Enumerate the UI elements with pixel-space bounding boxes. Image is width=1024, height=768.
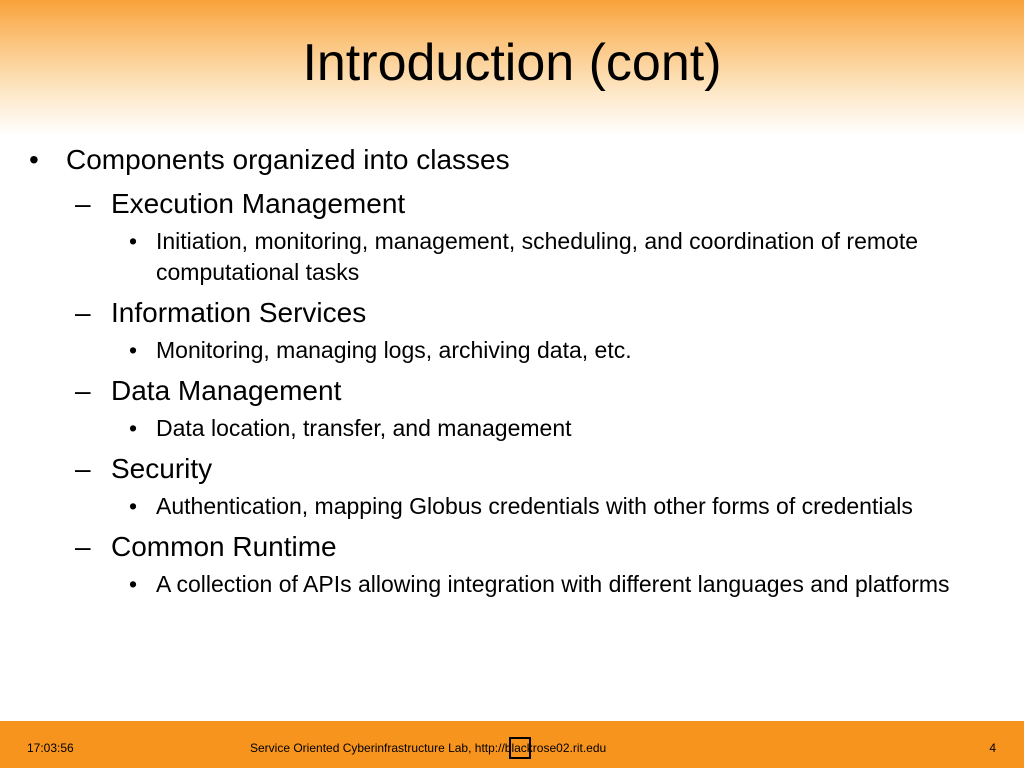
section-heading-text: Execution Management <box>111 188 406 219</box>
section-detail-common-runtime <box>129 569 984 600</box>
section-detail-execution-management <box>129 226 984 288</box>
section-detail-security <box>129 491 984 522</box>
bullet-glyph: • <box>129 415 138 441</box>
section-detail-text: Authentication, mapping Globus credentials with other forms of credentials <box>156 493 913 519</box>
bullet-glyph: • <box>129 228 138 254</box>
dash-glyph: – <box>75 531 91 562</box>
section-detail-text: Data location, transfer, and management <box>156 415 572 441</box>
slide-footer <box>0 721 1024 768</box>
section-heading-text: Security <box>111 453 213 484</box>
section-heading-execution-management <box>75 187 1024 221</box>
section-heading-information-services <box>75 296 1024 330</box>
section-heading-data-management <box>75 374 1024 408</box>
section-heading-common-runtime <box>75 530 1024 564</box>
bullet-glyph: • <box>129 493 138 519</box>
footer-lab-text: Service Oriented Cyberinfrastructure Lab, http://blackrose02.rit.edu <box>250 741 607 755</box>
bullet-glyph: • <box>29 144 39 175</box>
dash-glyph: – <box>75 297 91 328</box>
dash-glyph: – <box>75 188 91 219</box>
bullet-glyph: • <box>129 337 138 363</box>
main-bullet <box>29 141 1024 179</box>
slide-content <box>0 141 1024 600</box>
bullet-glyph: • <box>129 571 138 597</box>
section-heading-text: Common Runtime <box>111 531 337 562</box>
main-bullet-text: Components organized into classes <box>66 144 510 175</box>
section-detail-text: Initiation, monitoring, management, scheduling, and coordination of remote computational tasks <box>156 228 919 285</box>
section-detail-information-services <box>129 335 984 366</box>
footer-page-number: 4 <box>989 741 996 755</box>
section-heading-text: Data Management <box>111 375 342 406</box>
hyperlink-box-icon[interactable] <box>509 737 531 759</box>
slide-title: Introduction (cont) <box>302 34 722 92</box>
section-detail-data-management <box>129 413 984 444</box>
dash-glyph: – <box>75 453 91 484</box>
section-heading-security <box>75 452 1024 486</box>
section-detail-text: Monitoring, managing logs, archiving data, etc. <box>156 337 632 363</box>
dash-glyph: – <box>75 375 91 406</box>
section-detail-text: A collection of APIs allowing integration with different languages and platforms <box>156 571 950 597</box>
section-heading-text: Information Services <box>111 297 367 328</box>
footer-time: 17:03:56 <box>27 741 74 755</box>
